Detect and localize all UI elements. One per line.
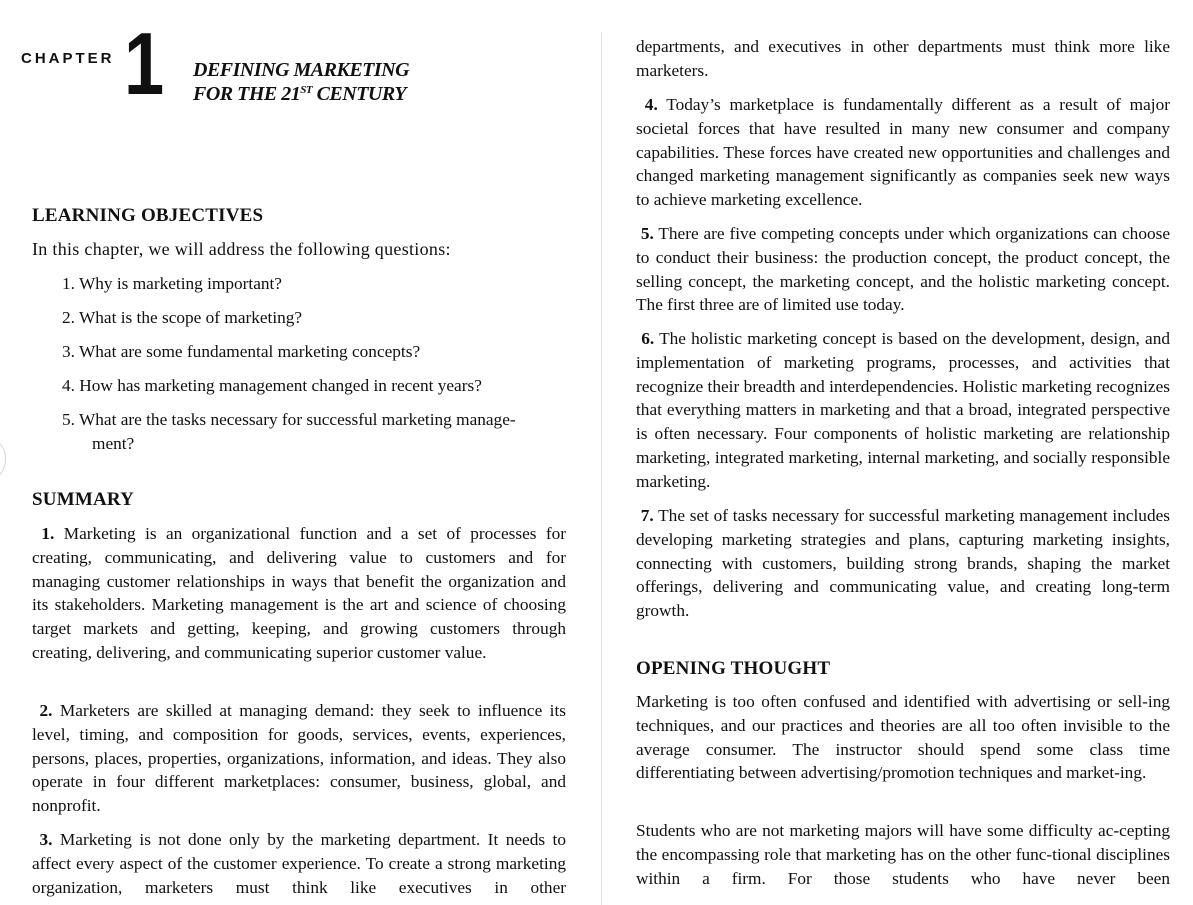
summary-item-1: 1. Marketing is an organizational function and a set of processes for creating, communicating, and delivering value to customers and for managing customer relationships in ways that benefit the organization and its stakeholders. Marketing management is the art and science of choosing target markets and getting, keeping, and growing customers through creating, delivering, and communicating superior customer value. [32,524,566,662]
objective-item-continuation: ment? [92,434,135,453]
summary-heading: SUMMARY [32,489,135,510]
column-divider [601,32,602,905]
summary-item-2: 2. Marketers are skilled at managing demand: they seek to influence its level, timing, and composition for goods, services, events, experiences, persons, places, properties, organizations, information, and ideas. They also operate in four different marketplaces: consumer, business, global, and nonprofit. [32,701,566,816]
objective-item: 1. Why is marketing important? [62,274,282,293]
objectives-intro: In this chapter, we will address the following questions: [32,239,451,259]
summary-item-4: 4. Today’s marketplace is fundamentally different as a result of major societal forces that have resulted in many new consumer and company capabilities. These forces have created new opportunities and challenges and changed marketing management significantly as companies seek new ways to achieve marketing excellence. [636,95,1170,210]
opening-thought-heading: OPENING THOUGHT [636,658,831,679]
opening-paragraph-1: Marketing is too often confused and identified with advertising or sell-ing techniques, and our practices and theories are all too often invisible to the average consumer. The instructor should spend some class time differentiating between advertising/promotion techniques and market-ing. [636,692,1170,783]
summary-item-7: 7. The set of tasks necessary for successful marketing management includes developing marketing strategies and plans, capturing marketing insights, connecting with customers, building strong brands, shaping the market offerings, delivering and communicating value, and creating long-term growth. [636,506,1170,621]
objective-item: 5. What are the tasks necessary for successful marketing manage- [62,410,516,429]
summary-item-3: 3. Marketing is not done only by the marketing department. It needs to affect every aspect of the customer experience. To create a strong marketing organization, marketers must think like executives in other [32,830,566,897]
chapter-title-line-2: FOR THE 21ST CENTURY [193,83,407,105]
summary-item-6: 6. The holistic marketing concept is based on the development, design, and implementation of marketing programs, processes, and activities that recognize their breadth and interdependencies. Holistic marketing recognizes that everything matters in marketing and that a broad, integrated perspective is often necessary. Four components of holistic marketing are relationship marketing, integrated marketing, internal marketing, and socially responsible marketing. [636,329,1170,491]
objective-item: 2. What is the scope of marketing? [62,308,303,327]
ordinal-superscript: ST [300,84,313,96]
objective-item: 4. How has marketing management changed in recent years? [62,376,482,395]
chapter-title-line-1: DEFINING MARKETING [193,59,410,81]
chapter-number: 1 [124,14,165,113]
learning-objectives-heading: LEARNING OBJECTIVES [32,205,264,226]
chapter-label: CHAPTER [21,50,115,67]
chapter-title [193,58,409,106]
objective-item: 3. What are some fundamental marketing concepts? [62,342,421,361]
summary-item-3-continued: departments, and executives in other departments must think more like marketers. [636,37,1170,80]
opening-paragraph-2: Students who are not marketing majors will have some difficulty ac-cepting the encompassing role that marketing has on the other func-tional disciplines within a firm. For those students who have never been [636,821,1170,888]
page-edge-handle [0,440,6,478]
summary-item-5: 5. There are five competing concepts under which organizations can choose to conduct their business: the production concept, the product concept, the selling concept, the marketing concept, and the holistic marketing concept. The first three are of limited use today. [636,224,1170,315]
